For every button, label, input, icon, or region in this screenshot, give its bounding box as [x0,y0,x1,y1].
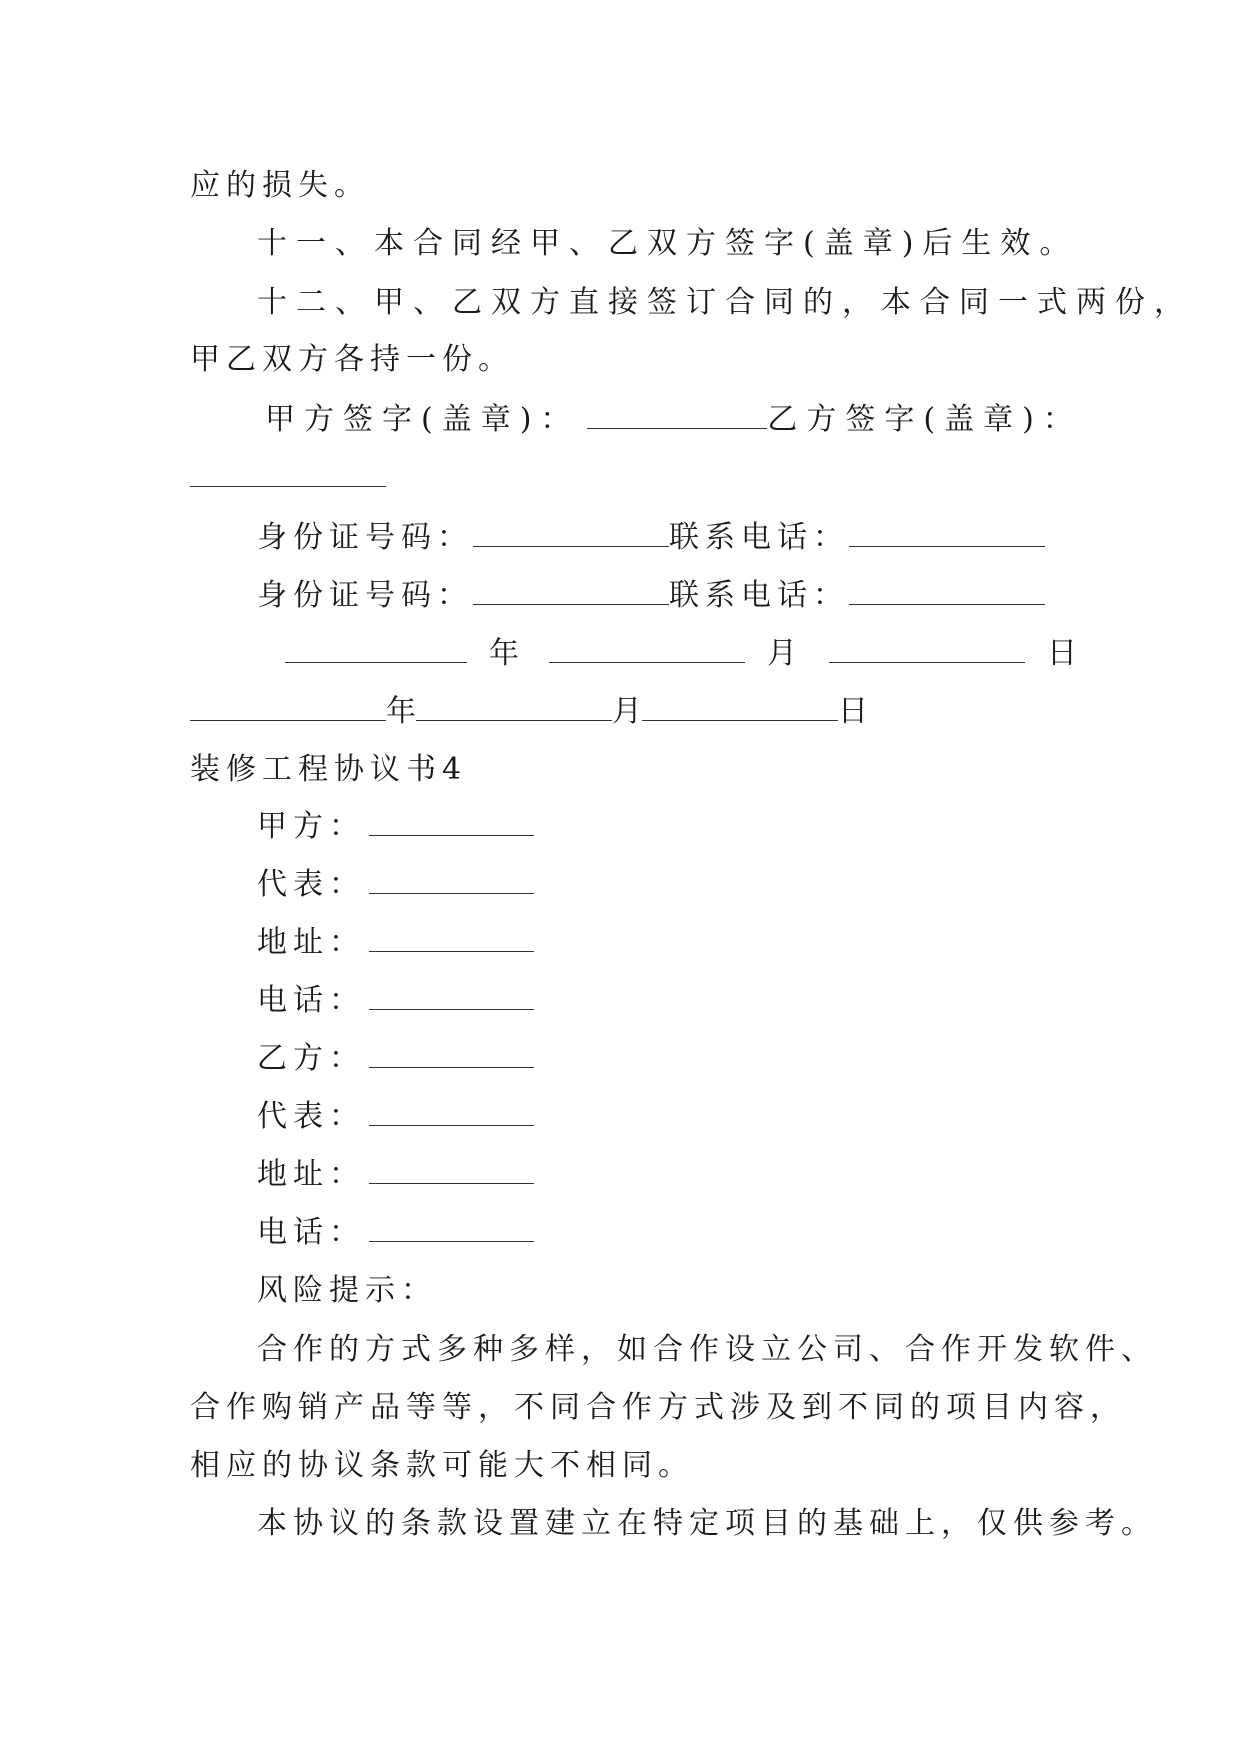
field-label: 地址： [257,1157,365,1192]
day-label: 日 [1047,636,1077,671]
field-blank[interactable] [369,865,534,894]
risk-paragraph-line: 相应的协议条款可能大不相同。 [190,1448,694,1483]
day-blank[interactable] [642,692,838,721]
paragraph-text: 应的损失。 [190,168,370,203]
clause-eleven: 十一、本合同经甲、乙双方签字(盖章)后生效。 [257,226,1079,261]
party-a-signature-blank[interactable] [587,400,767,429]
field-label: 乙方： [257,1041,365,1076]
phone-blank[interactable] [849,518,1045,547]
party-b-phone-field [257,1213,534,1253]
id-label: 身份证号码： [257,520,473,555]
party-a-phone-field [257,981,534,1021]
field-blank[interactable] [369,1039,534,1068]
day-blank[interactable] [829,634,1025,663]
party-b-signature-blank[interactable] [190,458,386,487]
field-blank[interactable] [369,807,534,836]
party-a-representative-field [257,865,534,905]
field-label: 代表： [257,867,365,902]
id-phone-row-b [257,576,1045,616]
agreement-title: 装修工程协议书4 [190,752,468,787]
risk-paragraph-line: 合作的方式多种多样，如合作设立公司、合作开发软件、 [257,1332,1157,1367]
field-blank[interactable] [369,1155,534,1184]
month-label: 月 [767,636,797,671]
signature-row [265,400,1082,440]
year-label: 年 [386,694,416,729]
date-row-b [190,692,868,732]
field-blank[interactable] [369,923,534,952]
id-phone-row-a [257,518,1045,558]
day-label: 日 [838,694,868,729]
party-b-signature-label: 乙方签字(盖章)： [767,402,1082,437]
field-label: 代表： [257,1099,365,1134]
field-label: 甲方： [257,809,365,844]
phone-label: 联系电话： [669,578,849,613]
clause-twelve: 十二、甲、乙双方直接签订合同的，本合同一式两份， [257,285,1193,320]
field-label: 地址： [257,925,365,960]
phone-label: 联系电话： [669,520,849,555]
field-blank[interactable] [369,981,534,1010]
party-a-signature-label: 甲方签字(盖章)： [265,402,580,437]
party-a-field [257,807,534,847]
party-b-address-field [257,1155,534,1195]
field-blank[interactable] [369,1097,534,1126]
id-blank[interactable] [473,576,669,605]
party-b-field [257,1039,534,1079]
party-a-address-field [257,923,534,963]
clause-twelve-cont: 甲乙双方各持一份。 [190,342,514,377]
risk-disclaimer: 本协议的条款设置建立在特定项目的基础上，仅供参考。 [257,1506,1157,1541]
risk-heading: 风险提示： [257,1273,437,1308]
field-label: 电话： [257,983,365,1018]
id-blank[interactable] [473,518,669,547]
party-b-representative-field [257,1097,534,1137]
month-blank[interactable] [416,692,612,721]
year-blank[interactable] [190,692,386,721]
date-row-a [285,634,1077,674]
party-b-signature-row [190,458,386,498]
month-label: 月 [612,694,642,729]
month-blank[interactable] [549,634,745,663]
id-label: 身份证号码： [257,578,473,613]
risk-paragraph-line: 合作购销产品等等，不同合作方式涉及到不同的项目内容， [190,1390,1126,1425]
year-blank[interactable] [285,634,467,663]
year-label: 年 [489,636,519,671]
phone-blank[interactable] [849,576,1045,605]
field-label: 电话： [257,1215,365,1250]
field-blank[interactable] [369,1213,534,1242]
